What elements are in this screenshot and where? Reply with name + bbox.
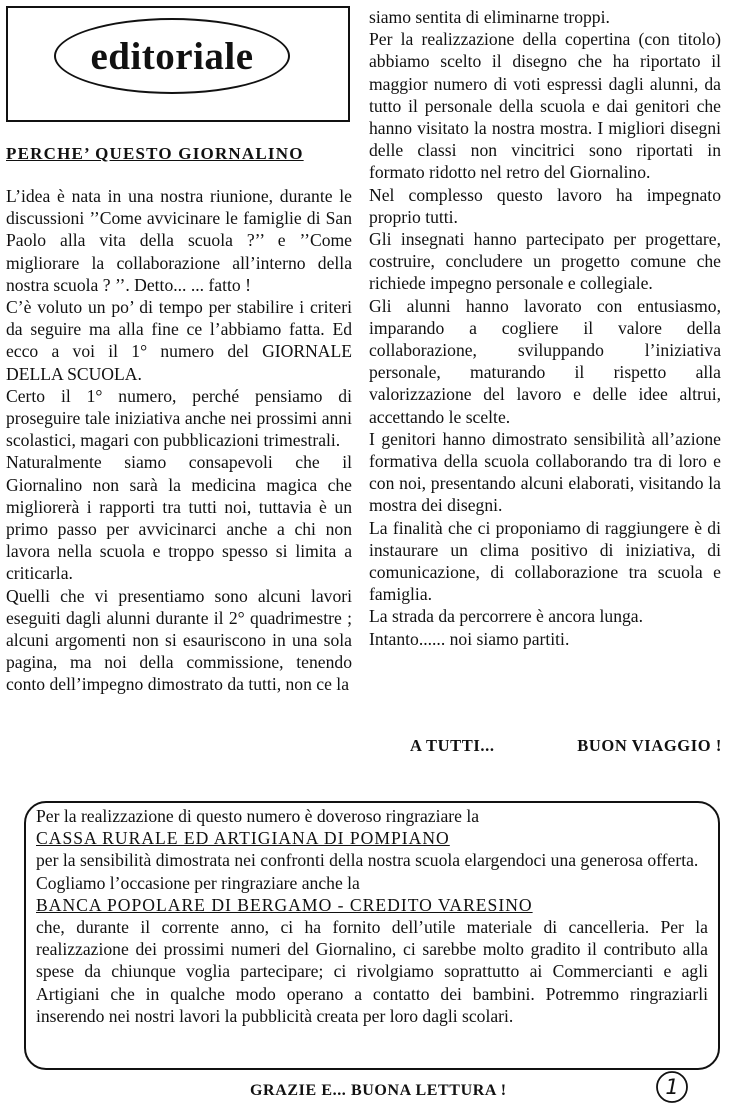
left-paragraph: Quelli che vi presentiamo sono alcuni lavori eseguiti dagli alunni durante il 2° quadrimestre ; alcuni argomenti non si esauriscono in una sola pagina, ma noi della commissione, tenendo conto dell’impegno dimostrato da tutti, non ce la [6, 585, 352, 695]
right-paragraph: Intanto...... noi siamo partiti. [369, 628, 570, 649]
left-column [6, 185, 352, 696]
right-paragraph: siamo sentita di eliminarne troppi. [369, 7, 610, 27]
closing-left: A TUTTI... [410, 736, 495, 755]
left-paragraph: Naturalmente siamo consapevoli che il Giornalino non sarà la medicina magica che migliorerà i rapporti tra tutti noi, tuttavia è un primo passo per avvicinarci anche a chi non lavora nella scuola e troppo spesso si limita a criticarla. [6, 452, 352, 584]
right-paragraph: Per la realizzazione della copertina (con titolo) abbiamo scelto il disegno che ha riportato il maggior numero di voti espressi dagli alunni, da tutto il personale della scuola e dai genitori che hanno visitato la nostra mostra. I migliori disegni delle classi non vincitrici sono riportati in formato ridotto nel retro del Giornalino. [369, 29, 721, 183]
right-paragraph: Gli insegnati hanno partecipato per progettare, costruire, concludere un progetto comune che richiede impegno personale e collegiale. [369, 229, 721, 294]
thanks-text [36, 805, 708, 1027]
footer-text: GRAZIE E... BUONA LETTURA ! [250, 1082, 507, 1099]
thanks-line: che, durante il corrente anno, ci ha fornito dell’utile materiale di cancelleria. Per la realizzazione dei prossimi numeri del Giornalino, ci sarebbe molto gradito il contributo alla spese da chiunque voglia partecipare; ci rivolgiamo soprattutto ai Commercianti e agli Artigiani che in qualche modo operano a contatto dei bambini. Potremmo ringraziarli inserendo nei nostri lavori la pubblicità creata per loro dagli scolari. [36, 917, 708, 1026]
editorial-title: editoriale [54, 18, 290, 94]
thanks-line: Cogliamo l’occasione per ringraziare anche la [36, 872, 360, 893]
closing-line [410, 736, 722, 756]
left-paragraph: Certo il 1° numero, perché pensiamo di proseguire tale iniziativa anche nei prossimi anni scolastici, magari con pubblicazioni trimestrali. [6, 385, 352, 451]
left-paragraph: L’idea è nata in una nostra riunione, durante le discussioni ’’Come avvicinare le famiglie di San Paolo alla vita della scuola ?’’ e ’’Come migliorare la collaborazione all’interno della nostra scuola ? ’’. Detto... ... fatto ! [6, 186, 352, 295]
page-number [655, 1070, 689, 1104]
closing-right: BUON VIAGGIO ! [577, 736, 722, 755]
page-number-value: 1 [665, 1075, 679, 1099]
right-paragraph: La strada da percorrere è ancora lunga. [369, 606, 644, 627]
sponsor-name: CASSA RURALE ED ARTIGIANA DI POMPIANO [36, 828, 450, 849]
right-paragraph: Nel complesso questo lavoro ha impegnato proprio tutti. [369, 184, 721, 227]
left-paragraph: C’è voluto un po’ di tempo per stabilire i criteri da seguire ma alla fine ce l’abbiamo fatta. Ed ecco a voi il 1° numero del GIORNALE DELLA SCUOLA. [6, 297, 352, 384]
right-paragraph: I genitori hanno dimostrato sensibilità all’azione formativa della scuola collaborando tra di loro e con noi, presentando alcuni elaborati, visitando la mostra dei disegni. [369, 428, 721, 516]
right-paragraph: La finalità che ci proponiamo di raggiungere è di instaurare un clima positivo di iniziativa, di comunicazione, di collaborazione tra scuola e famiglia. [369, 517, 721, 605]
right-paragraph: Gli alunni hanno lavorato con entusiasmo, imparando a cogliere il valore della collaborazione, sviluppando l’iniziativa personale, maturando il rispetto alla valorizzazione del lavoro e delle idee altrui, accettando le scelte. [369, 295, 721, 427]
thanks-line: per la sensibilità dimostrata nei confronti della nostra scuola elargendoci una generosa offerta. [36, 850, 699, 871]
thanks-line: Per la realizzazione di questo numero è doveroso ringraziare la [36, 806, 480, 826]
section-heading: PERCHE’ QUESTO GIORNALINO [6, 144, 304, 163]
sponsor-name: BANCA POPOLARE DI BERGAMO - CREDITO VARESINO [36, 894, 533, 915]
right-column [369, 6, 721, 650]
